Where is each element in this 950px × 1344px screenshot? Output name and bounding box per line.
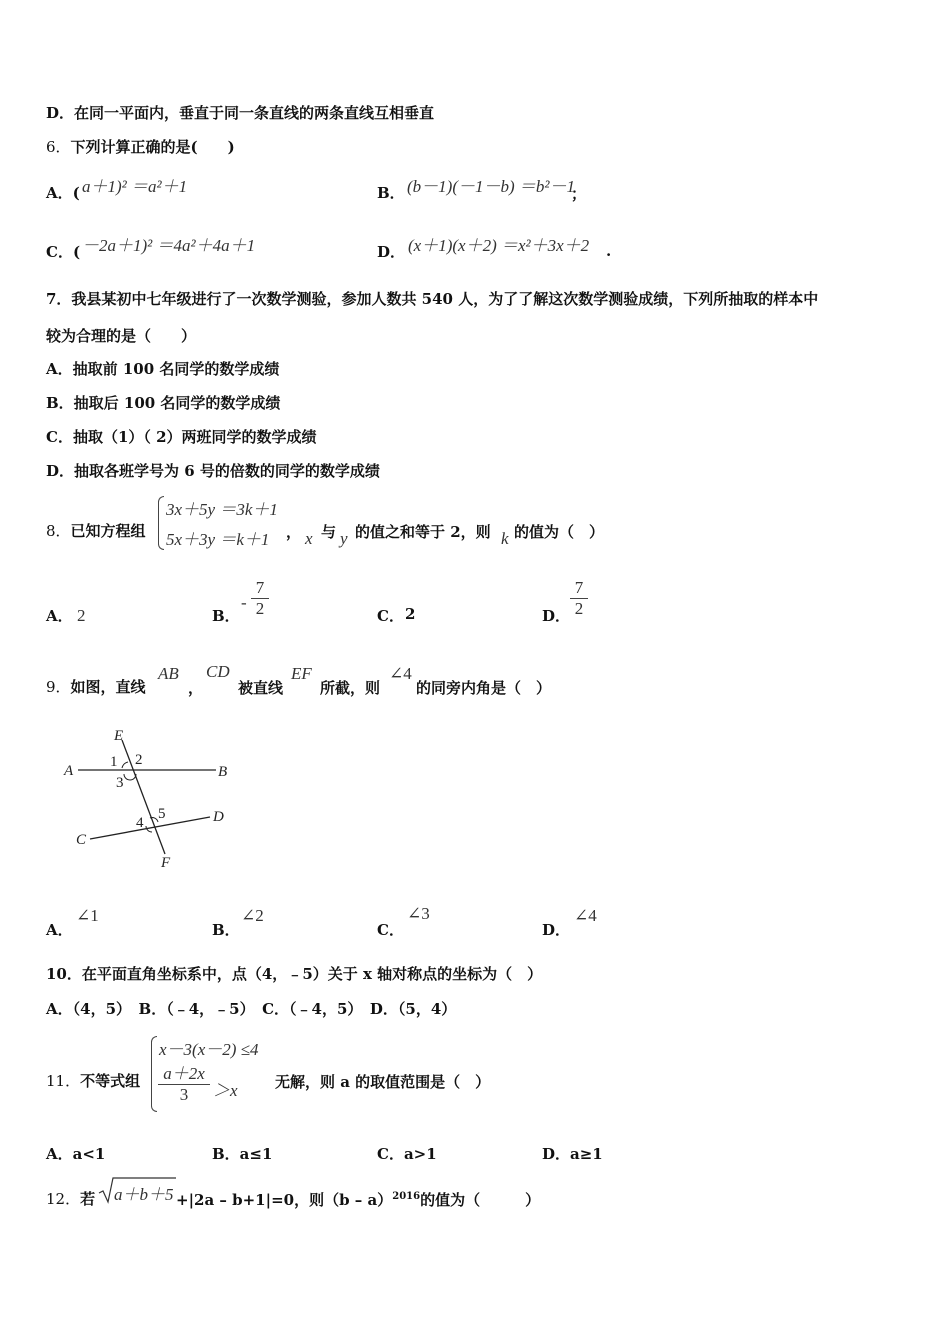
q5-option-d <box>46 103 434 123</box>
q6-option-b-tail: ； <box>571 185 587 203</box>
q9-pre: 如图，直线 <box>70 678 146 696</box>
q8-var-y: y <box>340 529 348 548</box>
q7-stem-line2: 较为合理的是（ ） <box>46 327 197 345</box>
q8-mid2: 的值之和等于 2，则 <box>355 523 491 541</box>
q6-option-a-expr: a＋1)² ＝a²＋1 <box>82 177 188 196</box>
label-1: 1 <box>110 754 118 770</box>
q5-option-d-text: 在同一平面内，垂直于同一条直线的两条直线互相垂直 <box>74 104 435 122</box>
q9-option-a-label: A． <box>46 921 73 939</box>
q8-option-c-label: C． <box>377 607 404 625</box>
label-d: D <box>213 809 224 825</box>
q9-comma: ， <box>188 679 204 697</box>
q9-line-ef: EF <box>291 664 312 683</box>
q6-option-a <box>46 183 80 203</box>
q11-post: 无解，则 a 的取值范围是（ ） <box>275 1073 491 1091</box>
q9-option-b-value: ∠2 <box>241 906 264 925</box>
label-f: F <box>161 855 171 871</box>
label-4: 4 <box>136 815 144 831</box>
angle-arc-3 <box>124 774 136 780</box>
line-cd <box>90 817 210 839</box>
q6-option-a-paren: ( <box>72 184 80 202</box>
q8-option-b-label: B． <box>212 607 240 625</box>
q9-angle: ∠4 <box>389 664 412 683</box>
q12-exponent: 2016 <box>392 1191 421 1202</box>
q8-option-b-denominator: 2 <box>255 599 265 618</box>
label-e: E <box>114 728 124 744</box>
q8-option-d-label: D． <box>542 607 571 625</box>
q11-pre: 不等式组 <box>80 1072 141 1090</box>
q8-option-b-numerator: 7 <box>255 578 265 597</box>
q11-fraction-numerator: a＋2x <box>163 1064 205 1083</box>
q12-radicand: a＋b＋5 <box>114 1185 174 1204</box>
q11-brace <box>151 1036 157 1112</box>
q11-fraction <box>158 1064 210 1105</box>
q8-post: 的值为（ ） <box>514 523 605 541</box>
q8-option-a-label: A． <box>46 607 73 625</box>
q9-mid2: 所截，则 <box>320 679 381 697</box>
q8-mid1: 与 <box>321 523 337 541</box>
label-b: B <box>218 764 228 780</box>
q9-option-d-value: ∠4 <box>574 906 597 925</box>
q9-line-ab: AB <box>158 664 179 683</box>
q6-stem <box>46 137 235 157</box>
q8-option-d-numerator: 7 <box>574 578 584 597</box>
q12-number: 12． <box>46 1190 81 1208</box>
q6-option-d-tail: . <box>606 242 612 260</box>
q8-equation-2: 5x＋3y ＝k＋1 <box>166 530 270 549</box>
q11-option-a: A．a<1 <box>46 1145 106 1163</box>
q8-comma: ， <box>286 523 302 541</box>
q6-option-b <box>377 183 405 203</box>
q11-inequality-1: x－3(x－2) ≤4 <box>159 1040 259 1059</box>
q6-option-d-label: D． <box>377 243 406 261</box>
q9-option-d-label: D． <box>542 921 571 939</box>
q6-number: 6． <box>46 138 71 156</box>
q12-mid <box>176 1189 540 1210</box>
q11-option-c: C．a>1 <box>377 1145 437 1163</box>
q9-line-cd: CD <box>206 662 230 681</box>
label-5: 5 <box>158 806 166 822</box>
line-ef <box>122 740 165 854</box>
q11-number: 11． <box>46 1072 81 1090</box>
q11-inequality-2-rest: ＞x <box>213 1081 238 1100</box>
q7-option-c: C．抽取（1）（ 2）两班同学的数学成绩 <box>46 428 317 446</box>
q8-option-b-fraction <box>251 578 269 619</box>
q8-equation-1: 3x＋5y ＝3k＋1 <box>166 500 278 519</box>
label-3: 3 <box>116 775 124 791</box>
q8-option-c-value: 2 <box>405 605 416 623</box>
q8-option-b-sign: - <box>241 593 247 612</box>
q9-figure <box>60 722 240 874</box>
q12-post: 的值为（ ） <box>420 1191 541 1209</box>
q9-post: 的同旁内角是（ ） <box>416 679 552 697</box>
angle-arc-4 <box>146 826 152 832</box>
q8-option-d-fraction <box>570 578 588 619</box>
q7-stem-line1: 7．我县某初中七年级进行了一次数学测验，参加人数共 540 人，为了了解这次数学测验成绩，下列所抽取的样本中 <box>46 290 819 308</box>
q6-option-d-expr: (x＋1)(x＋2) ＝x²＋3x＋2 <box>408 236 590 255</box>
q9-stem <box>46 677 146 697</box>
q6-option-c-paren: ( <box>72 243 81 261</box>
q6-stem-text: 下列计算正确的是( ) <box>70 138 235 156</box>
q11-option-b: B．a≤1 <box>212 1145 273 1163</box>
q5-option-d-label: D． <box>46 104 75 122</box>
q6-option-d <box>377 242 405 262</box>
label-c: C <box>76 832 87 848</box>
q11-option-d: D．a≥1 <box>542 1145 603 1163</box>
q9-number: 9． <box>46 678 71 696</box>
q11-stem <box>46 1071 140 1091</box>
q9-option-a-value: ∠1 <box>76 906 99 925</box>
q6-option-b-expr: (b－1)(－1－b) ＝b²－1 <box>407 177 575 196</box>
q9-option-c-value: ∠3 <box>407 904 430 923</box>
q12-mid-text: +|2a – b+1|=0，则（b – a） <box>176 1191 393 1209</box>
q8-option-a-value: 2 <box>77 606 86 625</box>
q8-var-k: k <box>501 529 509 548</box>
q8-option-d-denominator: 2 <box>574 599 584 618</box>
q11-fraction-denominator: 3 <box>179 1085 189 1104</box>
q6-option-c <box>46 242 80 262</box>
q9-mid1: 被直线 <box>238 679 284 697</box>
q9-option-c-label: C． <box>377 921 404 939</box>
q8-stem <box>46 521 146 541</box>
q7-option-a: A．抽取前 100 名同学的数学成绩 <box>46 360 280 378</box>
q7-option-d: D．抽取各班学号为 6 号的倍数的同学的数学成绩 <box>46 462 380 480</box>
q8-brace <box>158 496 164 550</box>
q10-stem: 10．在平面直角坐标系中，点（4，﹣5）关于 x 轴对称点的坐标为（ ） <box>46 965 543 983</box>
q10-options: A．（4，5） B．（﹣4，﹣5） C．（﹣4，5） D．（5，4） <box>46 1000 457 1018</box>
q7-option-b: B．抽取后 100 名同学的数学成绩 <box>46 394 281 412</box>
q12-pre: 若 <box>80 1190 96 1208</box>
q8-number: 8． <box>46 522 71 540</box>
label-2: 2 <box>135 752 143 768</box>
q8-pre: 已知方程组 <box>70 522 146 540</box>
q6-option-b-label: B． <box>377 184 405 202</box>
q8-var-x: x <box>305 529 313 548</box>
q6-option-c-expr: －2a＋1)² ＝4a²＋4a＋1 <box>82 236 256 255</box>
q6-option-c-label: C． <box>46 243 73 261</box>
angle-arc-1 <box>122 762 128 768</box>
q9-option-b-label: B． <box>212 921 240 939</box>
q12-stem-start <box>46 1189 95 1209</box>
q6-option-a-label: A． <box>46 184 73 202</box>
label-a: A <box>64 763 74 779</box>
